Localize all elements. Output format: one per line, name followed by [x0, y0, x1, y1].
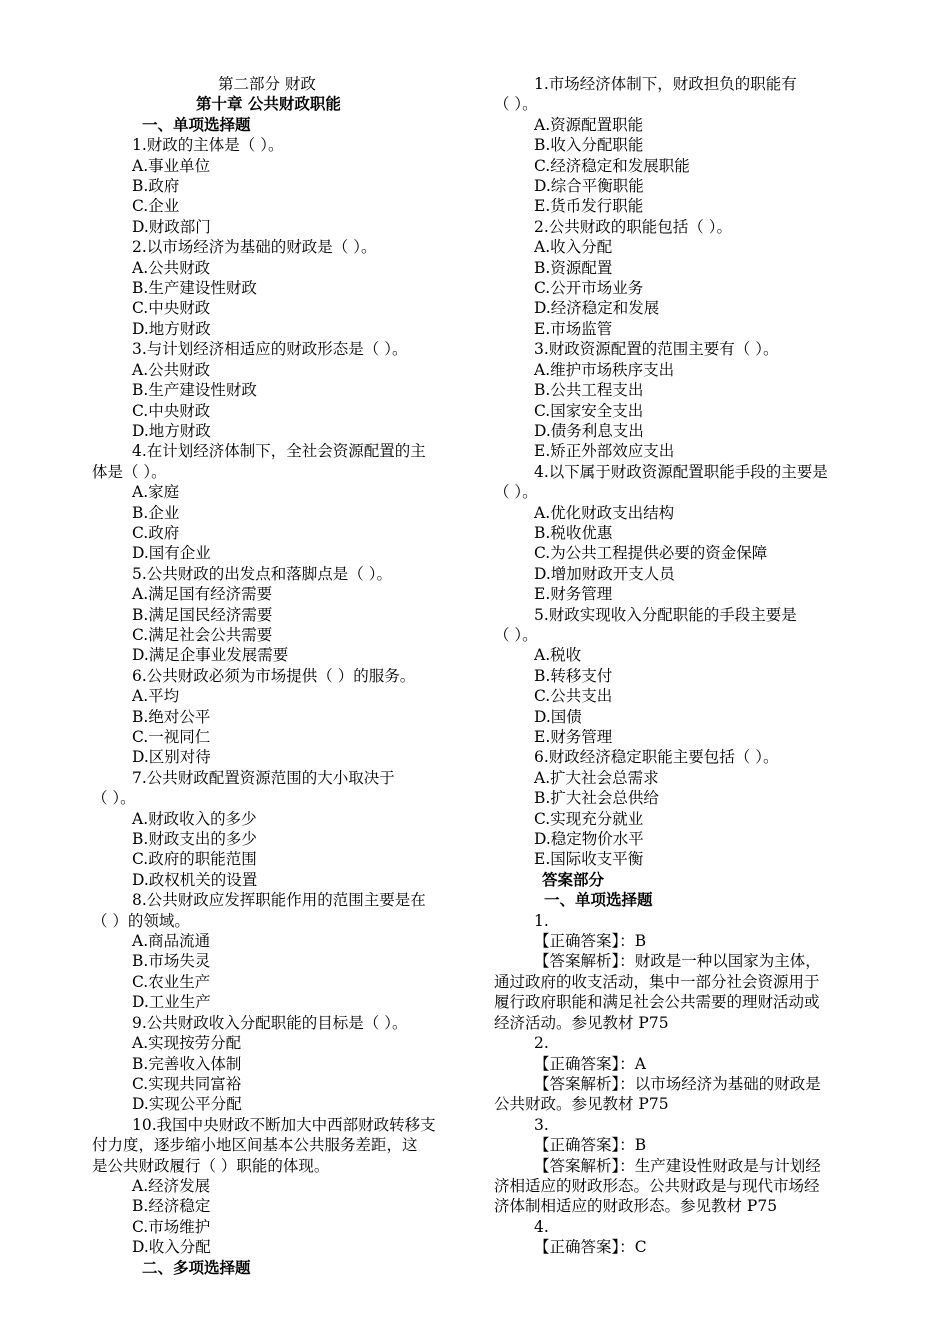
- option-line: A.平均: [132, 687, 180, 706]
- option-line: B.市场失灵: [132, 952, 211, 971]
- question-line: 9.公共财政收入分配职能的目标是（ ）。: [132, 1013, 408, 1032]
- option-line: D.地方财政: [132, 421, 211, 440]
- correct-answer: 【正确答案】：A: [534, 1054, 646, 1073]
- option-line: E.财务管理: [534, 728, 613, 746]
- question-line-cont: （ ）的领域。: [92, 911, 190, 930]
- option-line: C.为公共工程提供必要的资金保障: [534, 544, 768, 563]
- option-line: B.经济稳定: [132, 1197, 211, 1216]
- question-line-cont: （ ）。: [494, 95, 538, 114]
- answer-explanation-cont: 通过政府的收支活动，集中一部分社会资源用于: [494, 972, 820, 991]
- option-line: B.公共工程支出: [534, 381, 644, 400]
- question-line-cont: （ ）。: [494, 625, 538, 644]
- option-line: B.绝对公平: [132, 707, 211, 726]
- option-line: A.税收: [534, 646, 582, 665]
- option-line: C.中央财政: [132, 299, 211, 318]
- option-line: A.资源配置职能: [534, 115, 644, 134]
- question-line: 6.财政经济稳定职能主要包括（ ）。: [534, 748, 779, 767]
- option-line: B.扩大社会总供给: [534, 789, 659, 808]
- option-line: C.国家安全支出: [534, 401, 644, 420]
- option-line: A.商品流通: [132, 932, 211, 951]
- question-line: 2.公共财政的职能包括（ ）。: [534, 217, 732, 236]
- option-line: D.收入分配: [132, 1238, 211, 1257]
- part-title: 第二部分 财政: [218, 75, 316, 93]
- option-line: D.政权机关的设置: [132, 870, 258, 889]
- answer-explanation: 【答案解析】：财政是一种以国家为主体，: [534, 952, 821, 971]
- option-line: C.公共支出: [534, 687, 613, 706]
- option-line: A.公共财政: [132, 258, 211, 277]
- option-line: B.生产建设性财政: [132, 279, 257, 298]
- option-line: D.经济稳定和发展: [534, 299, 660, 318]
- option-line: A.维护市场秩序支出: [534, 360, 675, 379]
- correct-answer: 【正确答案】：B: [534, 1136, 647, 1155]
- chapter-title: 第十章 公共财政职能: [196, 94, 341, 114]
- question-line: 8.公共财政应发挥职能作用的范围主要是在: [132, 891, 426, 910]
- option-line: C.经济稳定和发展职能: [534, 156, 690, 175]
- answer-explanation-cont: 经济活动。参见教材 P75: [494, 1013, 669, 1032]
- option-line: A.扩大社会总需求: [534, 768, 659, 787]
- question-line-cont: （ ）。: [92, 789, 136, 808]
- option-line: B.满足国民经济需要: [132, 605, 273, 624]
- option-line: D.实现公平分配: [132, 1095, 242, 1114]
- answer-number: 3.: [534, 1115, 549, 1134]
- option-line: C.政府的职能范围: [132, 850, 257, 869]
- option-line: A.家庭: [132, 483, 180, 502]
- question-line: 2.以市场经济为基础的财政是（ ）。: [132, 238, 377, 257]
- answer-explanation: 【答案解析】：以市场经济为基础的财政是: [534, 1074, 821, 1093]
- option-line: D.债务利息支出: [534, 421, 644, 440]
- option-line: E.市场监管: [534, 319, 613, 338]
- option-line: C.满足社会公共需要: [132, 625, 273, 644]
- option-line: D.满足企事业发展需要: [132, 646, 289, 665]
- option-line: C.实现共同富裕: [132, 1074, 242, 1093]
- section-single-choice: 一、单项选择题: [142, 114, 251, 134]
- option-line: A.经济发展: [132, 1176, 211, 1195]
- question-line-cont: 付力度，逐步缩小地区间基本公共服务差距，这: [92, 1136, 418, 1155]
- option-line: B.完善收入体制: [132, 1054, 242, 1073]
- correct-answer: 【正确答案】：C: [534, 1238, 647, 1257]
- question-line: 3.与计划经济相适应的财政形态是（ ）。: [132, 340, 408, 359]
- question-line: 7.公共财政配置资源范围的大小取决于: [132, 768, 395, 787]
- question-line: 1.财政的主体是（ ）。: [132, 136, 284, 155]
- question-line: 4.以下属于财政资源配置职能手段的主要是: [534, 462, 828, 481]
- question-line: 1.市场经济体制下，财政担负的职能有: [534, 75, 797, 93]
- answer-explanation-cont: 公共财政。参见教材 P75: [494, 1095, 669, 1114]
- option-line: D.国有企业: [132, 544, 211, 563]
- option-line: D.工业生产: [132, 993, 211, 1012]
- option-line: D.地方财政: [132, 319, 211, 338]
- question-line: 3.财政资源配置的范围主要有（ ）。: [534, 340, 779, 359]
- correct-answer: 【正确答案】：B: [534, 932, 647, 951]
- answer-number: 1.: [534, 911, 549, 930]
- question-line: 10.我国中央财政不断加大中西部财政转移支: [132, 1115, 436, 1134]
- option-line: D.综合平衡职能: [534, 177, 644, 196]
- option-line: D.区别对待: [132, 748, 211, 767]
- option-line: C.政府: [132, 523, 180, 542]
- section-multiple-choice: 二、多项选择题: [142, 1257, 251, 1277]
- option-line: A.公共财政: [132, 360, 211, 379]
- option-line: B.转移支付: [534, 666, 613, 685]
- answer-explanation-cont: 济体制相适应的财政形态。参见教材 P75: [494, 1197, 778, 1216]
- option-line: E.货币发行职能: [534, 197, 644, 216]
- option-line: C.市场维护: [132, 1217, 211, 1236]
- option-line: E.财务管理: [534, 585, 613, 604]
- option-line: C.企业: [132, 197, 180, 216]
- question-line: 6.公共财政必须为市场提供（ ）的服务。: [132, 666, 416, 685]
- option-line: B.税收优惠: [534, 523, 613, 542]
- option-line: B.政府: [132, 177, 180, 196]
- question-line-cont: 是公共财政履行（ ）职能的体现。: [92, 1156, 330, 1175]
- answers-title: 答案部分: [542, 869, 605, 889]
- option-line: D.国债: [534, 707, 582, 726]
- option-line: C.实现充分就业: [534, 809, 644, 828]
- answer-explanation: 【答案解析】：生产建设性财政是与计划经: [534, 1156, 821, 1175]
- answer-number: 2.: [534, 1034, 549, 1053]
- option-line: A.优化财政支出结构: [534, 503, 675, 522]
- option-line: A.收入分配: [534, 238, 613, 257]
- option-line: C.中央财政: [132, 401, 211, 420]
- option-line: B.资源配置: [534, 258, 613, 277]
- answer-explanation-cont: 济相适应的财政形态。公共财政是与现代市场经: [494, 1176, 820, 1195]
- option-line: B.企业: [132, 503, 180, 522]
- option-line: D.增加财政开支人员: [534, 564, 675, 583]
- option-line: B.财政支出的多少: [132, 830, 257, 849]
- option-line: E.矫正外部效应支出: [534, 442, 675, 461]
- right-column: [494, 74, 864, 1258]
- question-line-cont: 体是（ ）。: [92, 462, 167, 481]
- answers-section-single-choice: 一、单项选择题: [544, 890, 653, 910]
- option-line: B.生产建设性财政: [132, 381, 257, 400]
- option-line: B.收入分配职能: [534, 136, 644, 155]
- option-line: C.公开市场业务: [534, 279, 644, 298]
- option-line: A.实现按劳分配: [132, 1034, 242, 1053]
- option-line: C.农业生产: [132, 972, 211, 991]
- option-line: D.稳定物价水平: [534, 830, 644, 849]
- option-line: A.事业单位: [132, 156, 211, 175]
- option-line: E.国际收支平衡: [534, 850, 644, 869]
- option-line: A.财政收入的多少: [132, 809, 257, 828]
- question-line: 5.财政实现收入分配职能的手段主要是: [534, 605, 797, 624]
- left-column: [92, 74, 452, 1278]
- question-line-cont: （ ）。: [494, 483, 538, 502]
- answer-number: 4.: [534, 1217, 549, 1236]
- answer-explanation-cont: 履行政府职能和满足社会公共需要的理财活动或: [494, 993, 820, 1012]
- option-line: A.满足国有经济需要: [132, 585, 273, 604]
- question-line: 5.公共财政的出发点和落脚点是（ ）。: [132, 564, 392, 583]
- option-line: D.财政部门: [132, 217, 211, 236]
- question-line: 4.在计划经济体制下，全社会资源配置的主: [132, 442, 426, 461]
- option-line: C.一视同仁: [132, 728, 211, 746]
